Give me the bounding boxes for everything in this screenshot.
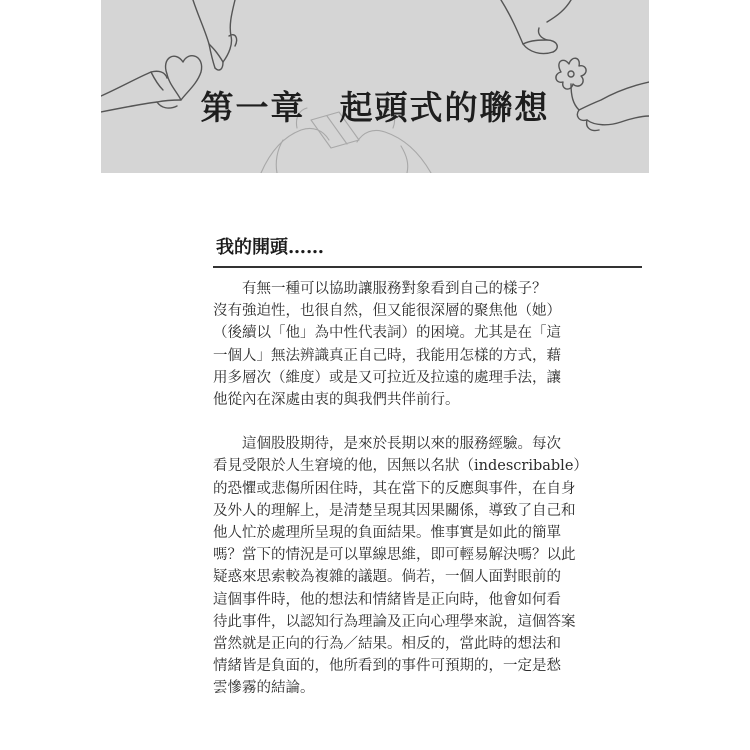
paragraph-line: 雲慘霧的結論。: [213, 680, 315, 697]
paragraph-line: 看見受限於人生窘境的他，因無以名狀（indescribable）: [213, 458, 588, 475]
paragraph-line: 及外人的理解上，是清楚呈現其因果關係，導致了自己和: [213, 502, 576, 519]
paragraph-line: 他人忙於處理所呈現的負面結果。惟事實是如此的簡單: [213, 525, 561, 542]
paragraph-line: 這個股股期待，是來於長期以來的服務經驗。每次: [242, 436, 561, 453]
paragraph-line: 一個人」無法辨識真正自己時，我能用怎樣的方式，藉: [213, 347, 561, 364]
heading-divider: [213, 266, 642, 268]
paragraph-line: 情緒皆是負面的，他所看到的事件可預期的，一定是愁: [213, 658, 561, 675]
chapter-title: [101, 82, 649, 129]
paragraph-line: 疑惑來思索較為複雜的議題。倘若，一個人面對眼前的: [213, 569, 561, 586]
paragraph-line: 有無一種可以協助讓服務對象看到自己的樣子？: [242, 281, 547, 297]
paragraph-line: 沒有強迫性，也很自然，但又能很深層的聚焦他（她）: [213, 303, 561, 320]
paragraph-2: [213, 433, 643, 699]
chapter-name: 起頭式的聯想: [339, 88, 550, 127]
paragraph-line: 嗎？當下的情況是可以單線思維，即可輕易解決嗎？以此: [213, 547, 576, 564]
paragraph-line: 他從內在深處由衷的與我們共伴前行。: [213, 392, 460, 409]
chapter-banner: [101, 0, 649, 173]
paragraph-line: 用多層次（維度）或是又可拉近及拉遠的處理手法，讓: [213, 369, 561, 386]
chapter-number: 第一章: [200, 88, 306, 127]
paragraph-line: （後續以「他」為中性代表詞）的困境。尤其是在「這: [213, 325, 561, 342]
book-page: [101, 0, 649, 750]
paragraph-line: 的恐懼或悲傷所困住時，其在當下的反應與事件，在自身: [213, 480, 576, 497]
paragraph-line: 待此事件，以認知行為理論及正向心理學來說，這個答案: [213, 613, 576, 630]
paragraph-line: 這個事件時，他的想法和情緒皆是正向時，他會如何看: [213, 591, 561, 608]
body-text: [213, 278, 643, 700]
paragraph-line: 當然就是正向的行為／結果。相反的，當此時的想法和: [213, 636, 561, 653]
paragraph-1: [213, 278, 643, 411]
section-heading: 我的開頭……: [216, 237, 324, 258]
